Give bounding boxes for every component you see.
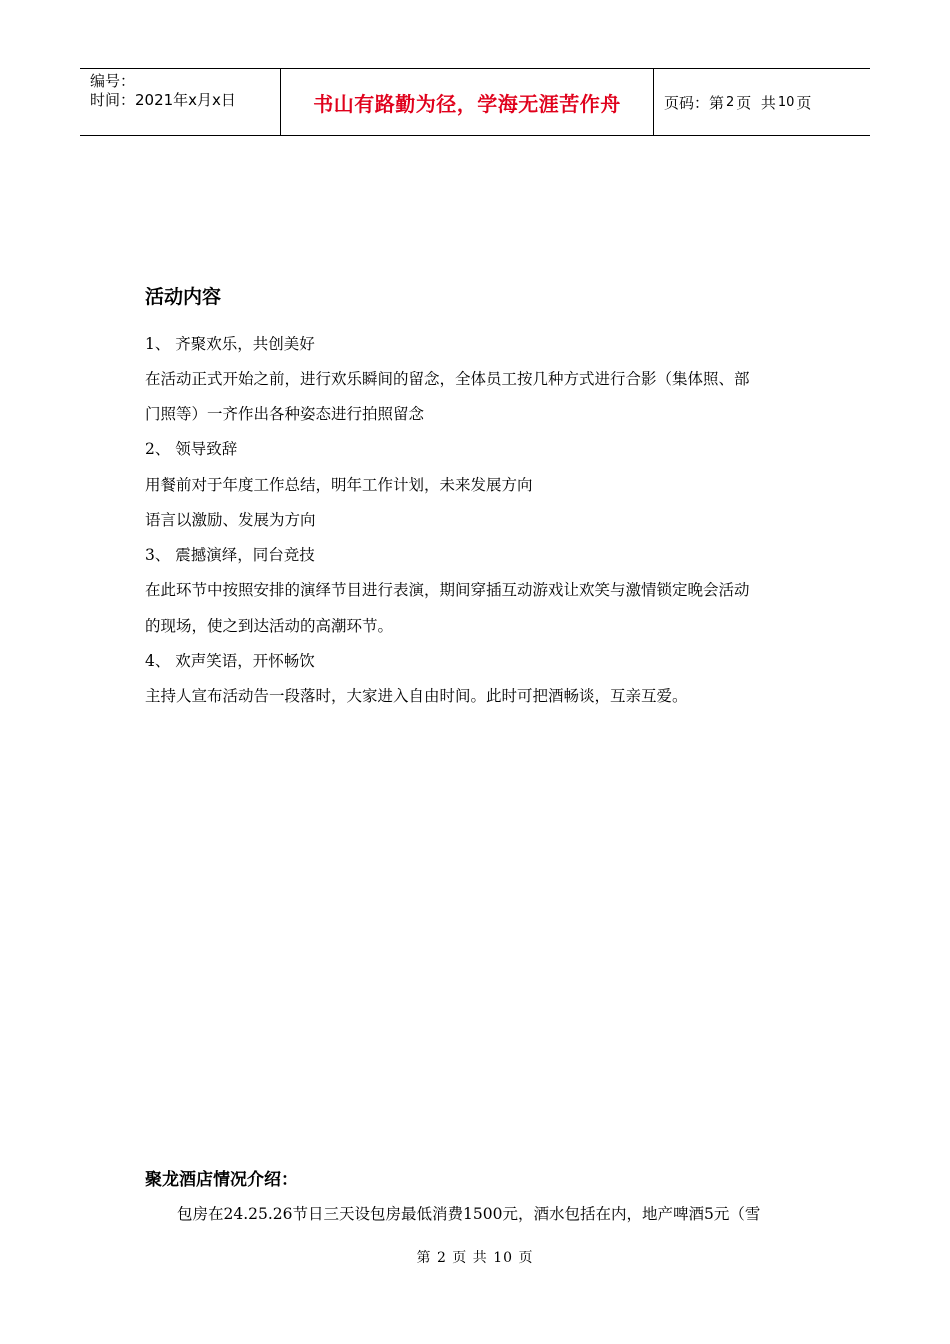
page-suffix: 页 — [796, 93, 812, 112]
activity-line: 语言以激励、发展为方向 — [145, 511, 316, 529]
activity-line: 2、 领导致辞 — [145, 440, 238, 458]
activity-line: 的现场，使之到达活动的高潮环节。 — [145, 617, 394, 635]
header-meta — [80, 69, 281, 135]
hotel-title: 聚龙酒店情况介绍： — [145, 1170, 298, 1190]
activity-line: 在活动正式开始之前，进行欢乐瞬间的留念，全体员工按几种方式进行合影（集体照、部 — [145, 370, 750, 388]
page-mid: 页 共 — [736, 93, 776, 112]
activity-line: 在此环节中按照安排的演绎节目进行表演，期间穿插互动游戏让欢笑与激情锁定晚会活动 — [145, 581, 750, 599]
header-motto: 书山有路勤为径，学海无涯苦作舟 — [313, 91, 621, 116]
activity-line: 用餐前对于年度工作总结，明年工作计划，未来发展方向 — [145, 476, 533, 494]
page-header — [80, 68, 870, 136]
header-motto-cell — [281, 69, 654, 135]
page-footer: 第 2 页 共 10 页 — [416, 1250, 534, 1266]
activity-line: 门照等）一齐作出各种姿态进行拍照留念 — [145, 405, 425, 423]
time-label: 时间：2021年x月x日 — [90, 91, 236, 109]
activity-line: 3、 震撼演绎，同台竞技 — [145, 546, 315, 564]
page-current: 2 — [726, 94, 735, 110]
activity-line: 4、 欢声笑语，开怀畅饮 — [145, 652, 315, 670]
activity-line: 主持人宣布活动告一段落时，大家进入自由时间。此时可把酒畅谈，互亲互爱。 — [145, 687, 688, 705]
page-total: 10 — [777, 94, 795, 110]
serial-label: 编号： — [90, 72, 136, 90]
header-page-number — [654, 69, 870, 135]
activity-title: 活动内容 — [145, 286, 222, 308]
activity-line: 1、 齐聚欢乐，共创美好 — [145, 335, 315, 353]
page-prefix: 页码：第 — [664, 93, 725, 112]
hotel-line: 包房在24.25.26节日三天设包房最低消费1500元，酒水包括在内，地产啤酒5元（雪 — [177, 1205, 761, 1223]
